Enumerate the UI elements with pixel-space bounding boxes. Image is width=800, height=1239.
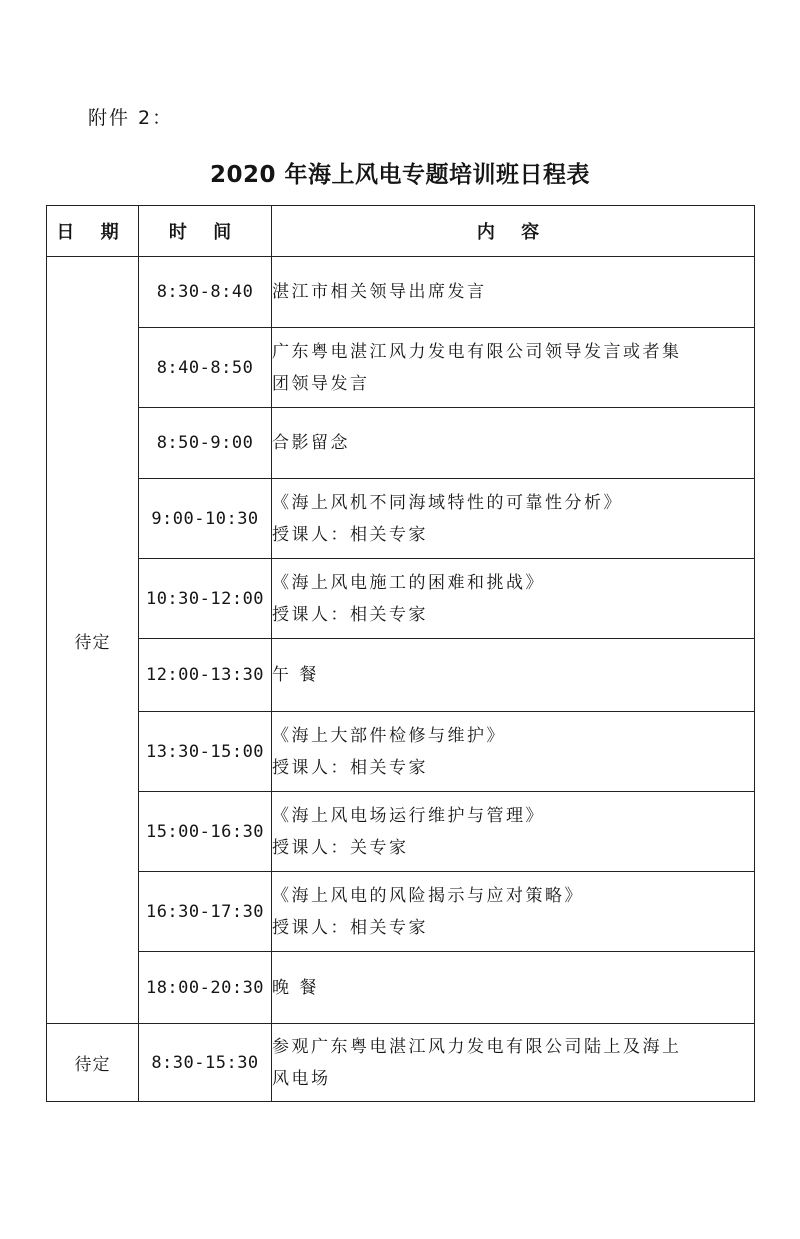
row-content bbox=[272, 408, 755, 479]
row-content bbox=[272, 639, 755, 712]
table-row bbox=[47, 1024, 755, 1102]
row-time: 9:00-10:30 bbox=[139, 479, 272, 559]
content-line: 午 餐 bbox=[272, 665, 319, 685]
content-line: 《海上风电施工的困难和挑战》 bbox=[272, 572, 545, 593]
schedule-table bbox=[46, 205, 755, 1102]
row-content bbox=[272, 792, 755, 872]
row-time: 18:00-20:30 bbox=[139, 952, 272, 1024]
content-line: 《海上风电场运行维护与管理》 bbox=[272, 805, 545, 826]
header-time: 时 间 bbox=[139, 206, 272, 257]
row-content bbox=[272, 712, 755, 792]
row-content bbox=[272, 1024, 755, 1102]
day1-date: 待定 bbox=[47, 257, 139, 1024]
attachment-label: 附件 2： bbox=[88, 107, 174, 129]
content-line: 广东粤电湛江风力发电有限公司领导发言或者集 bbox=[272, 341, 682, 362]
row-time: 8:30-15:30 bbox=[139, 1024, 272, 1102]
table-row bbox=[47, 792, 755, 872]
row-time: 15:00-16:30 bbox=[139, 792, 272, 872]
table-row bbox=[47, 408, 755, 479]
content-line: 授课人：相关专家 bbox=[272, 524, 428, 545]
content-line: 湛江市相关领导出席发言 bbox=[272, 282, 487, 302]
content-line: 授课人：相关专家 bbox=[272, 604, 428, 625]
day2-date: 待定 bbox=[47, 1024, 139, 1102]
row-time: 8:40-8:50 bbox=[139, 328, 272, 408]
row-time: 10:30-12:00 bbox=[139, 559, 272, 639]
content-line: 《海上大部件检修与维护》 bbox=[272, 725, 506, 746]
content-line: 参观广东粤电湛江风力发电有限公司陆上及海上 bbox=[272, 1036, 682, 1057]
table-row bbox=[47, 257, 755, 328]
content-line: 《海上风机不同海域特性的可靠性分析》 bbox=[272, 492, 623, 513]
content-line: 风电场 bbox=[272, 1068, 331, 1089]
row-time: 12:00-13:30 bbox=[139, 639, 272, 712]
content-line: 授课人：相关专家 bbox=[272, 917, 428, 938]
row-time: 16:30-17:30 bbox=[139, 872, 272, 952]
header-date: 日 期 bbox=[47, 206, 139, 257]
page-title: 2020 年海上风电专题培训班日程表 bbox=[209, 162, 591, 188]
content-line: 《海上风电的风险揭示与应对策略》 bbox=[272, 885, 584, 906]
table-row bbox=[47, 328, 755, 408]
content-line: 授课人：关专家 bbox=[272, 837, 409, 858]
content-line: 晚 餐 bbox=[272, 977, 319, 998]
row-content bbox=[272, 479, 755, 559]
row-time: 13:30-15:00 bbox=[139, 712, 272, 792]
row-time: 8:30-8:40 bbox=[139, 257, 272, 328]
header-content: 内 容 bbox=[272, 206, 755, 257]
row-content bbox=[272, 872, 755, 952]
content-line: 授课人：相关专家 bbox=[272, 757, 428, 778]
row-content bbox=[272, 257, 755, 328]
table-row bbox=[47, 559, 755, 639]
table-row bbox=[47, 872, 755, 952]
row-time: 8:50-9:00 bbox=[139, 408, 272, 479]
table-header-row bbox=[47, 206, 755, 257]
content-line: 团领导发言 bbox=[272, 373, 370, 394]
row-content bbox=[272, 559, 755, 639]
content-line: 合影留念 bbox=[272, 433, 350, 453]
row-content bbox=[272, 328, 755, 408]
table-row bbox=[47, 479, 755, 559]
table-row bbox=[47, 639, 755, 712]
row-content bbox=[272, 952, 755, 1024]
table-row bbox=[47, 952, 755, 1024]
table-row bbox=[47, 712, 755, 792]
